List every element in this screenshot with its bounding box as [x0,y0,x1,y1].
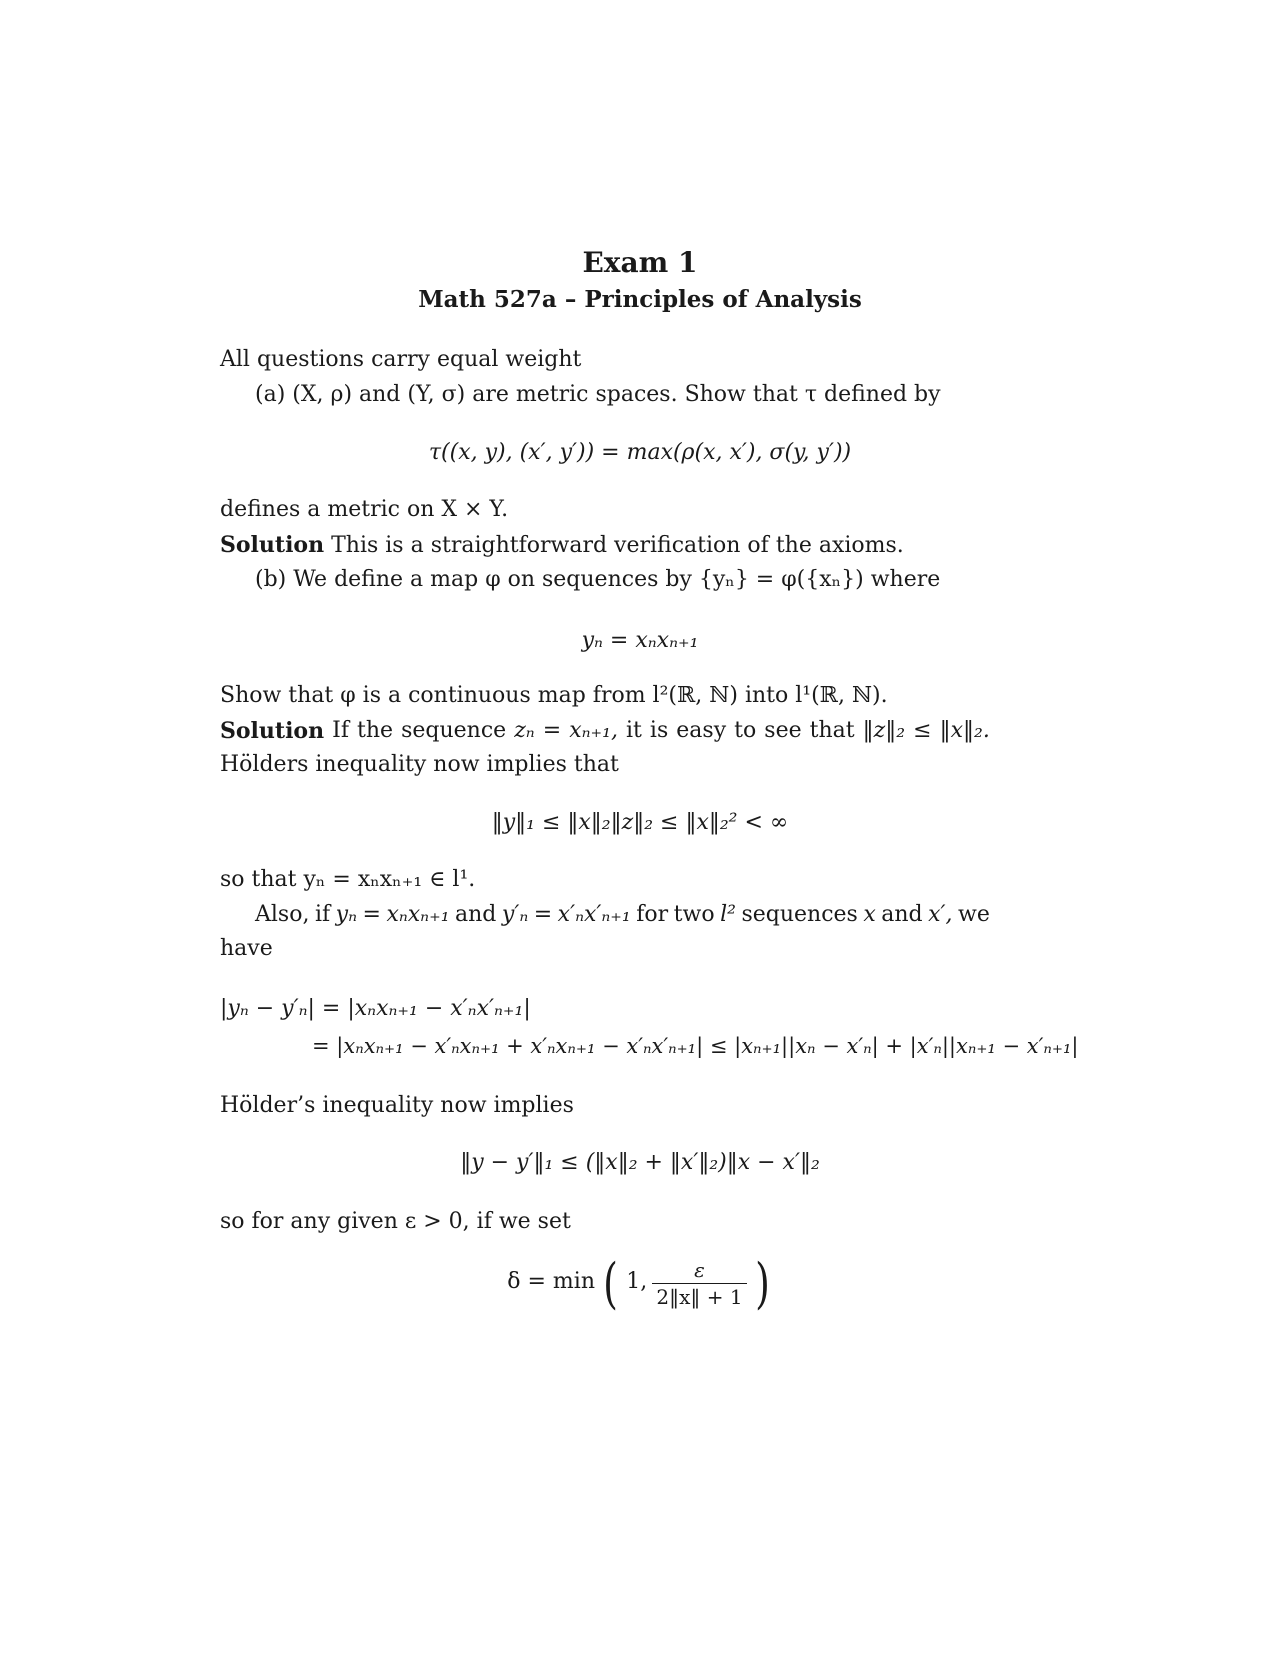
solution-label: Solution [220,718,325,744]
word: to [734,718,757,743]
have-line: have [220,936,273,961]
solution-text: This is a straightforward verification of the axioms. [331,533,904,558]
right-paren: ) [754,1252,770,1315]
also-line [255,902,990,927]
holder-inequality-2: ‖y − y′‖₁ ≤ (‖x‖₂ + ‖x′‖₂)‖x − x′‖₂ [460,1150,820,1175]
part-a-equation: τ((x, y), (x′, y′)) = max(ρ(x, x′), σ(y, y′)) [428,440,852,465]
page-title: Exam 1 [582,246,698,279]
word: sequence [401,718,507,743]
word: zₙ [514,718,535,743]
word: xₙ₊₁, [569,718,618,743]
difference-line-2: = |xₙxₙ₊₁ − x′ₙxₙ₊₁ + x′ₙxₙ₊₁ − x′ₙx′ₙ₊₁| ≤ |xₙ₊₁||xₙ − x′ₙ| + |x′ₙ||xₙ₊₁ − x′ₙ₊₁| [312,1034,1079,1058]
part-b-question: (b) We define a map φ on sequences by {yₙ} = φ({xₙ}) where [255,567,941,592]
word: is [649,718,669,743]
word: it [626,718,642,743]
word: the [357,718,394,743]
page-subtitle: Math 527a – Principles of Analysis [418,286,862,313]
so-that-line: so that yₙ = xₙxₙ₊₁ ∈ l¹. [220,867,476,892]
word: ≤ [913,718,932,743]
word: l² [720,902,736,927]
word: sequences [741,902,858,927]
delta-fraction [652,1257,746,1310]
holder-inequality-1: ‖y‖₁ ≤ ‖x‖₂‖z‖₂ ≤ ‖x‖₂² < ∞ [491,810,789,835]
part-a-question: (a) (X, ρ) and (Y, σ) are metric spaces. Show that τ defined by [255,382,941,407]
delta-lhs: δ = min [507,1269,595,1294]
difference-line-1: |yₙ − y′ₙ| = |xₙxₙ₊₁ − x′ₙx′ₙ₊₁| [220,996,531,1021]
word: yₙ [335,902,357,927]
word: for [636,902,669,927]
part-b-show: Show that φ is a continuous map from l²(ℝ, ℕ) into l¹(ℝ, ℕ). [220,683,888,708]
part-a-after: defines a metric on X × Y. [220,497,509,522]
word: and [455,902,497,927]
word: two [673,902,715,927]
word: If [332,718,349,743]
word: ‖x‖₂. [939,718,990,743]
fraction-denominator: 2‖x‖ + 1 [652,1283,746,1310]
word: = [362,902,381,927]
delta-definition [0,1252,1280,1315]
word: x [863,902,876,927]
word: x′, [928,902,953,927]
justified-line [255,902,990,927]
left-paren: ( [603,1252,619,1315]
holder-line: Hölder’s inequality now implies [220,1093,574,1118]
part-b-solution-line1 [220,718,990,744]
part-a-solution [220,532,904,558]
word: = [533,902,553,927]
word: xₙxₙ₊₁ [386,902,450,927]
word: we [958,902,990,927]
word: that [809,718,855,743]
word: easy [676,718,727,743]
word: see [764,718,802,743]
word: ‖z‖₂ [862,718,906,743]
word: and [881,902,923,927]
delta-one: 1, [626,1269,648,1294]
word: = [542,718,562,743]
word: y′ₙ [501,902,529,927]
word: Also, [255,902,310,927]
part-b-equation: yₙ = xₙxₙ₊₁ [581,628,699,653]
given-epsilon-line: so for any given ε > 0, if we set [220,1209,571,1234]
word: if [314,902,331,927]
intro-text: All questions carry equal weight [220,347,582,372]
word: x′ₙx′ₙ₊₁ [557,902,631,927]
part-b-solution-line2: Hölders inequality now implies that [220,752,619,777]
solution-label: Solution [220,532,325,558]
justified-line [220,718,990,744]
fraction-numerator: ε [694,1258,705,1282]
